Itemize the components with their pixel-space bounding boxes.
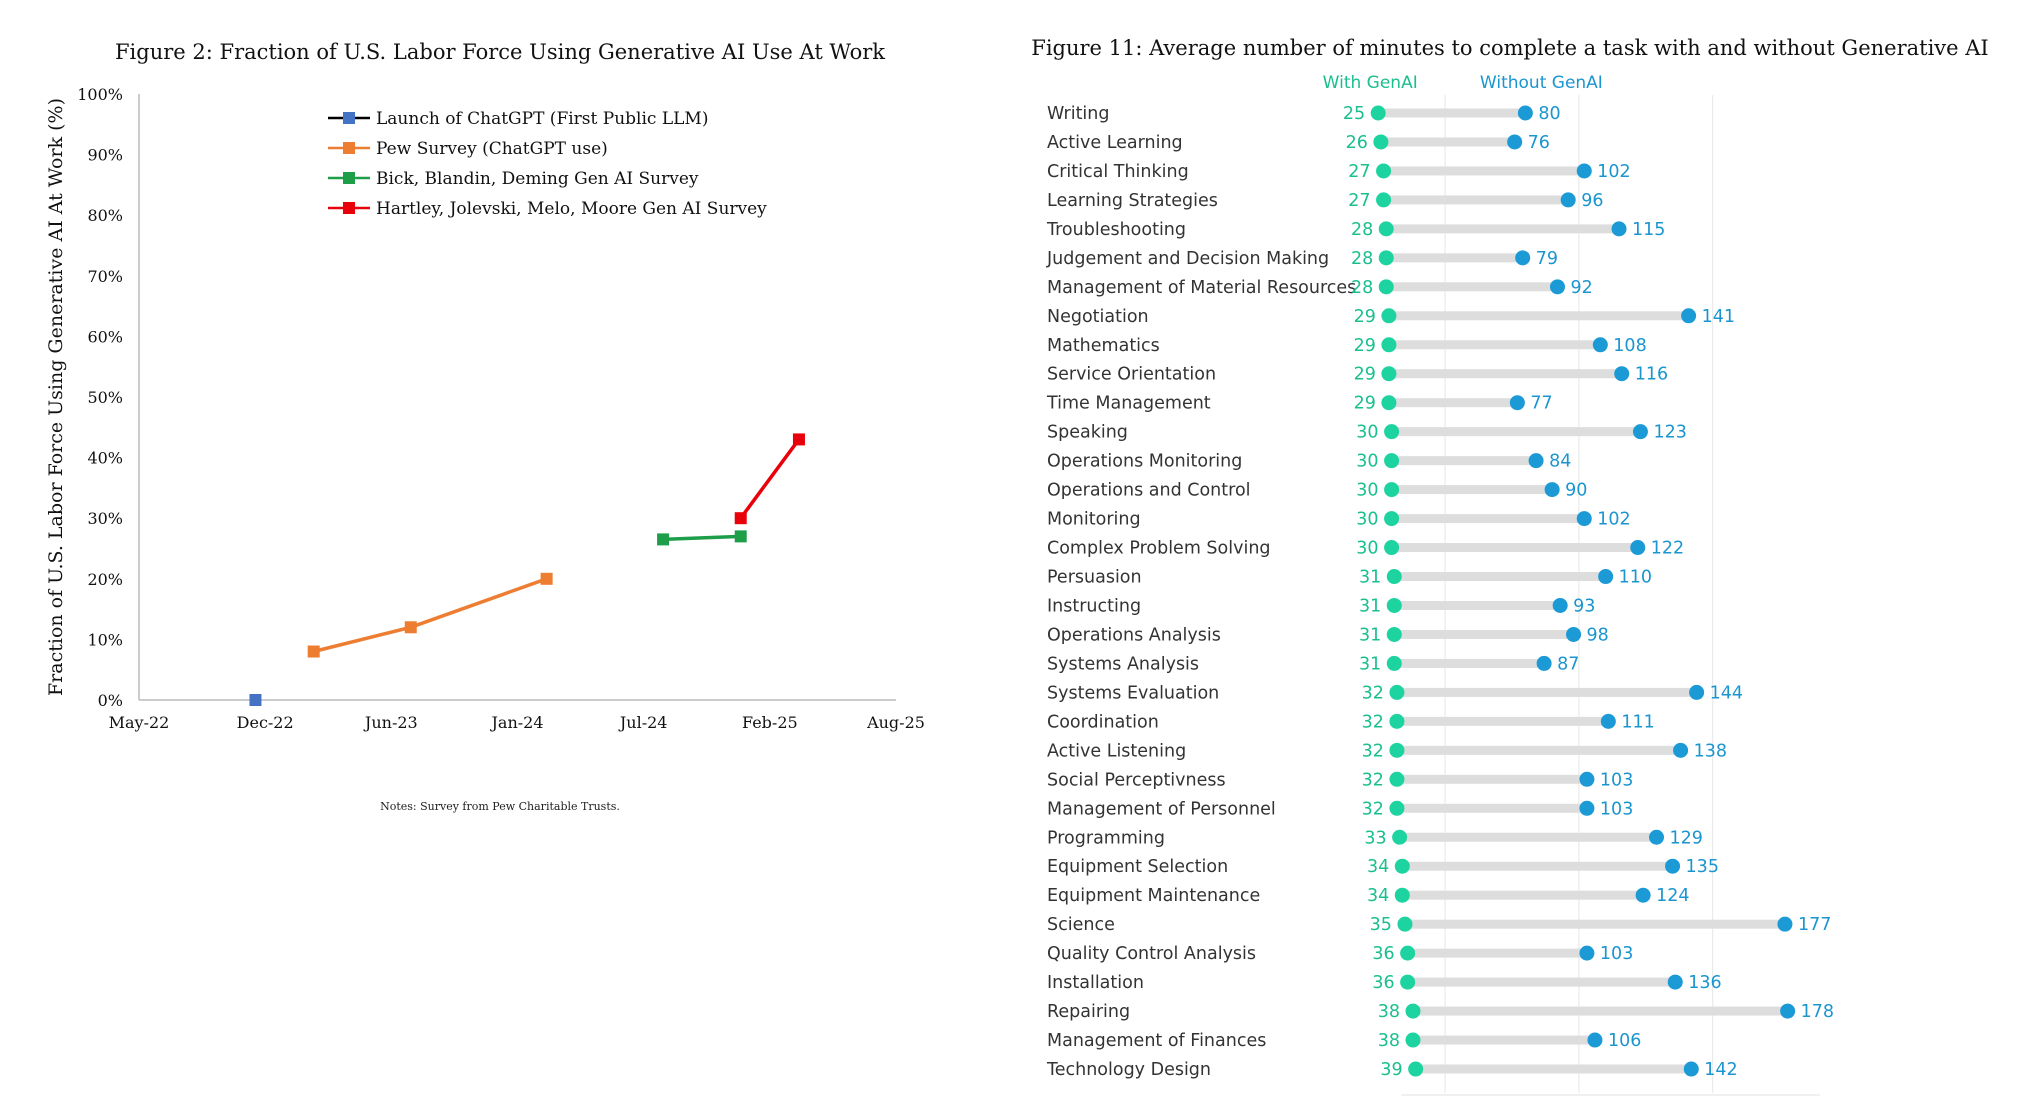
right-figure (1000, 0, 2020, 1099)
series-line (741, 439, 799, 518)
category-label: Operations Monitoring (1047, 451, 1243, 472)
range-bar (1405, 920, 1785, 929)
without-genai-value: 122 (1650, 538, 1685, 559)
dumbbell-row (1047, 683, 1743, 703)
with-genai-dot (1387, 569, 1402, 584)
range-bar (1389, 311, 1689, 320)
category-label: Management of Material Resources (1047, 277, 1357, 298)
category-label: Operations and Control (1047, 480, 1251, 501)
dumbbell-row (1046, 1060, 1738, 1080)
without-genai-dot (1684, 1062, 1699, 1077)
with-genai-value: 30 (1356, 422, 1379, 443)
range-bar (1397, 804, 1587, 813)
dumbbell-row (1047, 510, 1631, 530)
with-genai-value: 28 (1350, 219, 1374, 240)
category-label: Mathematics (1047, 335, 1160, 356)
dumbbell-row (1047, 973, 1722, 993)
without-genai-dot (1577, 163, 1592, 178)
range-bar (1397, 775, 1587, 784)
range-bar (1386, 282, 1557, 291)
with-genai-dot (1381, 395, 1396, 410)
dumbbell-row (1047, 133, 1550, 153)
without-genai-dot (1681, 308, 1696, 323)
category-label: Instructing (1047, 596, 1142, 617)
dumbbell-row (1047, 423, 1687, 443)
with-genai-value: 28 (1350, 277, 1374, 298)
without-genai-value: 102 (1597, 161, 1631, 182)
without-genai-dot (1518, 106, 1533, 121)
dumbbell-row (1047, 104, 1561, 124)
with-genai-dot (1392, 830, 1407, 845)
without-genai-dot (1579, 801, 1594, 816)
category-label: Quality Control Analysis (1047, 944, 1257, 965)
without-genai-value: 115 (1632, 219, 1666, 240)
right-chart-title: Figure 11: Average number of minutes to complete a task with and without Generative AI (1031, 36, 1989, 60)
dumbbell-row (1047, 307, 1735, 327)
without-genai-dot (1633, 424, 1648, 439)
category-label: Learning Strategies (1047, 190, 1218, 211)
with-genai-dot (1381, 366, 1396, 381)
dumbbell-row (1047, 712, 1655, 732)
without-genai-dot (1612, 221, 1627, 236)
y-tick-label: 60% (87, 327, 123, 347)
without-genai-dot (1598, 569, 1613, 584)
without-genai-dot (1566, 627, 1581, 642)
with-genai-value: 32 (1361, 741, 1384, 762)
without-genai-value: 129 (1669, 828, 1703, 849)
without-genai-dot (1579, 946, 1594, 961)
with-genai-value: 36 (1372, 973, 1395, 994)
legend-label: Hartley, Jolevski, Melo, Moore Gen AI Survey (376, 199, 767, 219)
data-point (735, 530, 747, 542)
with-genai-dot (1405, 1033, 1420, 1048)
range-bar (1386, 253, 1522, 262)
with-genai-dot (1389, 801, 1404, 816)
y-tick-label: 30% (87, 509, 123, 529)
category-label: Persuasion (1047, 567, 1142, 588)
with-genai-dot (1405, 1004, 1420, 1019)
dumbbell-row (1046, 249, 1558, 269)
y-tick-label: 90% (87, 145, 123, 165)
series-line (314, 579, 547, 652)
dumbbell-row (1047, 886, 1690, 906)
with-genai-value: 36 (1372, 944, 1395, 965)
dumbbell-row (1047, 770, 1633, 790)
without-genai-dot (1579, 772, 1594, 787)
category-label: Systems Analysis (1047, 654, 1200, 675)
y-tick-label: 80% (87, 206, 123, 226)
with-genai-dot (1395, 859, 1410, 874)
range-bar (1392, 485, 1553, 494)
range-bar (1408, 949, 1587, 958)
without-genai-value: 76 (1527, 132, 1550, 153)
with-genai-value: 32 (1361, 770, 1384, 791)
data-point (541, 573, 553, 585)
without-genai-value: 77 (1530, 393, 1553, 414)
without-genai-value: 84 (1549, 451, 1572, 472)
with-genai-value: 30 (1356, 451, 1379, 472)
without-genai-dot (1673, 743, 1688, 758)
without-genai-dot (1515, 250, 1530, 265)
dumbbell-chart (1000, 0, 2020, 1099)
dumbbell-row (1047, 596, 1595, 616)
dumbbell-row (1047, 568, 1652, 588)
dumbbell-row (1046, 394, 1553, 414)
with-genai-value: 30 (1356, 480, 1379, 501)
range-bar (1394, 572, 1605, 581)
x-tick-label: Jun-23 (364, 713, 418, 732)
y-axis-title: Fraction of U.S. Labor Force Using Generative AI At Work (%) (45, 98, 67, 696)
category-label: Management of Finances (1047, 1031, 1267, 1052)
without-genai-dot (1529, 453, 1544, 468)
without-genai-value: 177 (1797, 915, 1832, 936)
without-genai-dot (1577, 511, 1592, 526)
with-genai-dot (1379, 279, 1394, 294)
category-label: Writing (1047, 104, 1110, 124)
with-genai-value: 26 (1345, 132, 1368, 153)
dumbbell-row (1047, 481, 1587, 501)
legend-marker (343, 172, 355, 184)
with-genai-dot (1400, 975, 1415, 990)
without-genai-value: 108 (1613, 335, 1647, 356)
series-line (663, 536, 741, 539)
without-genai-value: 80 (1538, 104, 1561, 124)
without-genai-dot (1587, 1033, 1602, 1048)
without-genai-dot (1630, 540, 1645, 555)
with-genai-value: 32 (1361, 683, 1384, 704)
without-genai-dot (1777, 917, 1792, 932)
range-bar (1389, 369, 1622, 378)
without-genai-value: 96 (1581, 190, 1604, 211)
category-label: Repairing (1047, 1002, 1131, 1023)
with-genai-dot (1376, 163, 1391, 178)
with-genai-dot (1387, 656, 1402, 671)
with-genai-dot (1389, 772, 1404, 787)
data-point (735, 512, 747, 524)
with-genai-value: 29 (1353, 393, 1376, 414)
with-genai-value: 28 (1350, 248, 1374, 269)
category-label: Coordination (1047, 712, 1159, 733)
range-bar (1408, 978, 1676, 987)
category-label: Monitoring (1047, 509, 1141, 530)
without-genai-value: 103 (1599, 799, 1634, 820)
without-genai-value: 87 (1557, 654, 1580, 675)
range-bar (1389, 398, 1517, 407)
without-genai-value: 98 (1586, 625, 1609, 646)
category-label: Time Management (1047, 393, 1211, 414)
y-tick-label: 20% (87, 569, 123, 589)
with-genai-dot (1408, 1062, 1423, 1077)
range-bar (1397, 688, 1697, 697)
with-genai-dot (1384, 424, 1399, 439)
dumbbell-row (1047, 654, 1579, 674)
dumbbell-row (1047, 336, 1647, 356)
with-genai-value: 32 (1361, 799, 1384, 820)
legend-marker (343, 202, 355, 214)
with-genai-dot (1371, 106, 1386, 121)
without-genai-dot (1601, 714, 1616, 729)
category-label: Science (1047, 915, 1115, 936)
without-genai-dot (1665, 859, 1680, 874)
with-genai-value: 32 (1361, 712, 1384, 733)
category-label: Critical Thinking (1047, 161, 1189, 182)
range-bar (1402, 862, 1672, 871)
x-tick-label: May-22 (108, 713, 170, 732)
without-genai-dot (1636, 888, 1651, 903)
y-tick-label: 70% (87, 266, 123, 286)
range-bar (1392, 427, 1641, 436)
dumbbell-row (1047, 365, 1668, 385)
category-label: Service Orientation (1047, 364, 1217, 385)
with-genai-dot (1400, 946, 1415, 961)
with-genai-dot (1384, 482, 1399, 497)
with-genai-value: 34 (1367, 857, 1390, 878)
with-genai-dot (1381, 308, 1396, 323)
y-tick-label: 40% (87, 448, 123, 468)
with-genai-dot (1384, 540, 1399, 555)
range-bar (1402, 891, 1643, 900)
without-genai-value: 110 (1618, 567, 1653, 588)
without-genai-value: 124 (1656, 886, 1690, 907)
without-genai-dot (1561, 192, 1576, 207)
without-genai-value: 92 (1570, 277, 1593, 298)
data-point (249, 694, 261, 706)
dumbbell-row (1047, 799, 1633, 819)
with-genai-value: 38 (1377, 1002, 1400, 1023)
category-label: Speaking (1047, 422, 1128, 443)
range-bar (1378, 109, 1525, 118)
without-genai-value: 93 (1573, 596, 1596, 617)
without-genai-dot (1689, 685, 1704, 700)
without-genai-value: 116 (1634, 364, 1669, 385)
y-tick-label: 10% (87, 630, 123, 650)
without-genai-value: 103 (1599, 770, 1634, 791)
legend-without-genai: Without GenAI (1479, 73, 1603, 93)
without-genai-dot (1550, 279, 1565, 294)
dumbbell-row (1047, 1002, 1834, 1022)
with-genai-dot (1379, 221, 1394, 236)
with-genai-dot (1387, 627, 1402, 642)
left-figure (0, 0, 1000, 1099)
without-genai-dot (1614, 366, 1629, 381)
x-tick-label: Jan-24 (491, 713, 544, 732)
without-genai-value: 103 (1599, 944, 1634, 965)
with-genai-dot (1397, 917, 1412, 932)
range-bar (1413, 1007, 1788, 1016)
with-genai-dot (1376, 192, 1391, 207)
with-genai-dot (1387, 598, 1402, 613)
category-label: Technology Design (1047, 1060, 1212, 1081)
without-genai-dot (1553, 598, 1568, 613)
legend-marker (343, 112, 355, 124)
with-genai-dot (1384, 453, 1399, 468)
x-tick-label: Aug-25 (867, 713, 925, 732)
category-label: Active Listening (1047, 741, 1187, 762)
category-label: Complex Problem Solving (1047, 538, 1271, 559)
legend-label: Pew Survey (ChatGPT use) (376, 139, 608, 159)
without-genai-value: 123 (1653, 422, 1687, 443)
category-label: Systems Evaluation (1047, 683, 1220, 704)
category-label: Judgement and Decision Making (1047, 248, 1330, 269)
dumbbell-row (1047, 944, 1633, 964)
data-point (657, 533, 669, 545)
dumbbell-row (1047, 625, 1609, 645)
range-bar (1400, 833, 1657, 842)
without-genai-value: 106 (1607, 1031, 1642, 1052)
data-point (405, 621, 417, 633)
range-bar (1386, 224, 1619, 233)
legend-with-genai: With GenAI (1322, 73, 1418, 93)
with-genai-dot (1389, 743, 1404, 758)
with-genai-value: 39 (1380, 1060, 1403, 1081)
range-bar (1394, 601, 1560, 610)
without-genai-value: 142 (1704, 1060, 1738, 1081)
without-genai-value: 135 (1685, 857, 1719, 878)
range-bar (1397, 717, 1608, 726)
legend-label: Bick, Blandin, Deming Gen AI Survey (376, 169, 699, 189)
without-genai-value: 90 (1565, 480, 1588, 501)
range-bar (1384, 195, 1569, 204)
without-genai-dot (1780, 1004, 1795, 1019)
with-genai-value: 30 (1356, 509, 1379, 530)
without-genai-dot (1545, 482, 1560, 497)
with-genai-value: 31 (1358, 654, 1382, 675)
dumbbell-row (1047, 278, 1593, 298)
range-bar (1392, 456, 1537, 465)
legend-label: Launch of ChatGPT (First Public LLM) (376, 109, 709, 129)
without-genai-value: 141 (1701, 306, 1736, 327)
x-tick-label: Feb-25 (741, 713, 798, 732)
dumbbell-row (1047, 1031, 1641, 1051)
x-tick-label: Jul-24 (619, 713, 668, 732)
category-label: Equipment Selection (1047, 857, 1229, 878)
with-genai-value: 35 (1369, 915, 1392, 936)
without-genai-dot (1507, 134, 1522, 149)
without-genai-value: 144 (1709, 683, 1744, 704)
without-genai-value: 178 (1800, 1002, 1835, 1023)
without-genai-dot (1510, 395, 1525, 410)
without-genai-value: 102 (1597, 509, 1631, 530)
category-label: Social Perceptivness (1047, 770, 1226, 791)
with-genai-value: 29 (1353, 306, 1376, 327)
category-label: Equipment Maintenance (1047, 886, 1261, 907)
range-bar (1392, 543, 1638, 552)
with-genai-value: 30 (1356, 538, 1379, 559)
with-genai-value: 27 (1348, 161, 1371, 182)
category-label: Troubleshooting (1047, 219, 1187, 240)
dumbbell-row (1047, 191, 1603, 211)
with-genai-value: 27 (1348, 190, 1371, 211)
category-label: Installation (1047, 973, 1144, 994)
range-bar (1394, 630, 1573, 639)
with-genai-dot (1379, 250, 1394, 265)
with-genai-value: 31 (1358, 596, 1382, 617)
category-label: Active Learning (1047, 132, 1183, 153)
without-genai-value: 138 (1693, 741, 1727, 762)
with-genai-value: 33 (1364, 828, 1387, 849)
with-genai-dot (1381, 337, 1396, 352)
left-chart-title: Figure 2: Fraction of U.S. Labor Force Using Generative AI Use At Work (114, 40, 886, 64)
dumbbell-row (1047, 741, 1727, 761)
without-genai-dot (1593, 337, 1608, 352)
legend-marker (343, 142, 355, 154)
y-tick-label: 100% (77, 85, 123, 104)
x-tick-label: Dec-22 (236, 713, 294, 732)
line-chart (0, 0, 1000, 800)
without-genai-dot (1537, 656, 1552, 671)
data-point (308, 646, 320, 658)
with-genai-value: 38 (1377, 1031, 1400, 1052)
with-genai-dot (1389, 714, 1404, 729)
with-genai-dot (1373, 134, 1388, 149)
dumbbell-row (1047, 857, 1719, 877)
y-tick-label: 0% (97, 691, 123, 710)
with-genai-value: 25 (1342, 104, 1366, 124)
range-bar (1397, 746, 1681, 755)
data-point (793, 433, 805, 445)
with-genai-value: 31 (1358, 567, 1382, 588)
range-bar (1392, 514, 1585, 523)
dumbbell-row (1047, 539, 1684, 559)
dumbbell-row (1047, 915, 1831, 935)
with-genai-dot (1384, 511, 1399, 526)
without-genai-dot (1649, 830, 1664, 845)
with-genai-value: 29 (1353, 364, 1376, 385)
range-bar (1389, 340, 1600, 349)
range-bar (1413, 1036, 1595, 1045)
dumbbell-row (1047, 162, 1631, 182)
chart-notes: Notes: Survey from Pew Charitable Trusts. (380, 800, 620, 813)
category-label: Negotiation (1047, 306, 1149, 327)
with-genai-value: 34 (1367, 886, 1390, 907)
dumbbell-row (1046, 220, 1665, 240)
with-genai-value: 31 (1358, 625, 1382, 646)
with-genai-dot (1395, 888, 1410, 903)
without-genai-value: 79 (1535, 248, 1558, 269)
category-label: Management of Personnel (1047, 799, 1276, 820)
range-bar (1394, 659, 1544, 668)
with-genai-value: 29 (1353, 335, 1376, 356)
with-genai-dot (1389, 685, 1404, 700)
range-bar (1381, 137, 1515, 146)
y-tick-label: 50% (87, 388, 123, 407)
category-label: Operations Analysis (1047, 625, 1221, 646)
without-genai-value: 111 (1621, 712, 1655, 733)
dumbbell-row (1047, 452, 1571, 472)
without-genai-dot (1668, 975, 1683, 990)
range-bar (1384, 166, 1585, 175)
category-label: Programming (1047, 828, 1165, 849)
dumbbell-row (1047, 828, 1703, 848)
without-genai-value: 136 (1688, 973, 1722, 994)
range-bar (1416, 1065, 1692, 1074)
